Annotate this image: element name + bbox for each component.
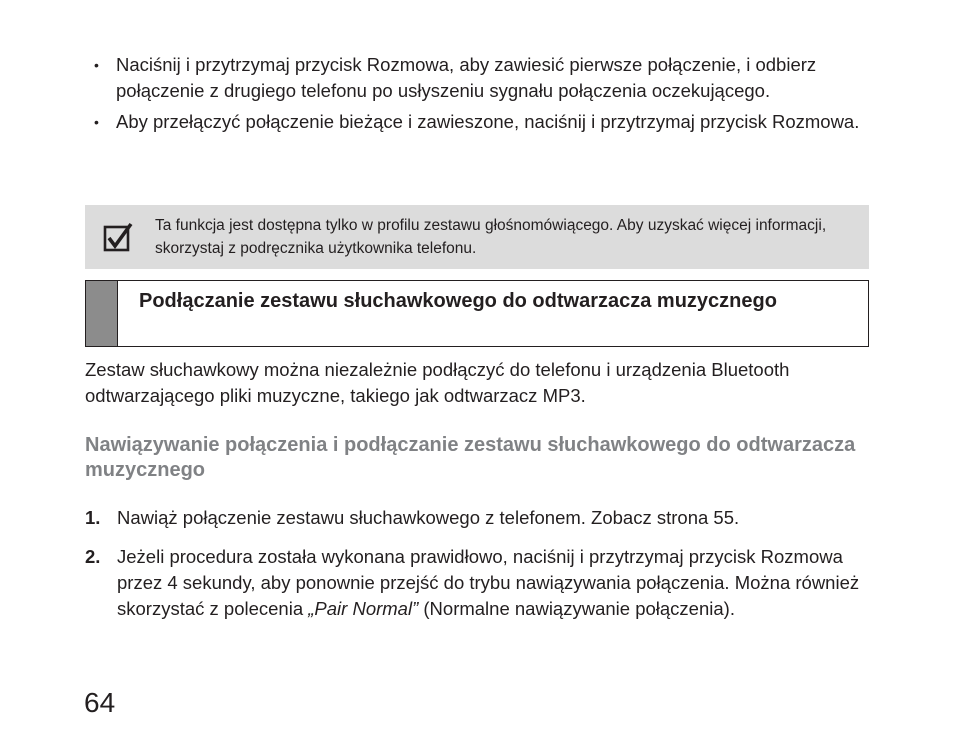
section-bar: [86, 281, 118, 346]
step-text: [117, 546, 859, 619]
bullet-list: [94, 52, 894, 140]
step-number: 2.: [85, 546, 101, 567]
step-item: [85, 505, 875, 531]
step-text-part: Jeżeli procedura została wykonana prawidłowo, naciśnij i przytrzymaj przycisk Rozmowa przez 4 sekundy, aby ponownie przejść do trybu nawiązywania połączenia. Można również skorzystać z polecenia: [117, 546, 860, 619]
steps-list: [85, 505, 875, 635]
note-box: [85, 205, 869, 269]
section-header: [85, 280, 869, 347]
subheading: Nawiązywanie połączenia i podłączanie zestawu słuchawkowego do odtwarzacza muzycznego: [85, 434, 856, 481]
bullet-item: • Naciśnij i przytrzymaj przycisk Rozmowa, aby zawiesić pierwsze połączenie, i odbierz połączenie z drugiego telefonu po usłyszeniu sygnału połączenia oczekującego.: [94, 52, 894, 104]
bullet-item: • Aby przełączyć połączenie bieżące i zawieszone, naciśnij i przytrzymaj przycisk Rozmowa.: [94, 109, 894, 135]
command-name: „Pair Normal”: [308, 598, 419, 619]
step-text-part: (Normalne nawiązywanie połączenia).: [418, 598, 735, 619]
step-text: Nawiąż połączenie zestawu słuchawkowego z telefonem. Zobacz strona 55.: [117, 507, 740, 528]
step-item: [85, 544, 875, 622]
checkbox-check-icon: [103, 222, 133, 252]
page-number: 64: [84, 687, 116, 718]
step-number: 1.: [85, 507, 101, 528]
intro-paragraph: Zestaw słuchawkowy można niezależnie podłączyć do telefonu i urządzenia Bluetooth odtwarzającego pliki muzyczne, takiego jak odtwarzacz MP3.: [85, 359, 790, 406]
note-text: Ta funkcja jest dostępna tylko w profilu zestawu głośnomówiącego. Aby uzyskać więcej informacji, skorzystaj z podręcznika użytkownika telefonu.: [155, 217, 827, 257]
section-title: Podłączanie zestawu słuchawkowego do odtwarzacza muzycznego: [139, 290, 777, 312]
